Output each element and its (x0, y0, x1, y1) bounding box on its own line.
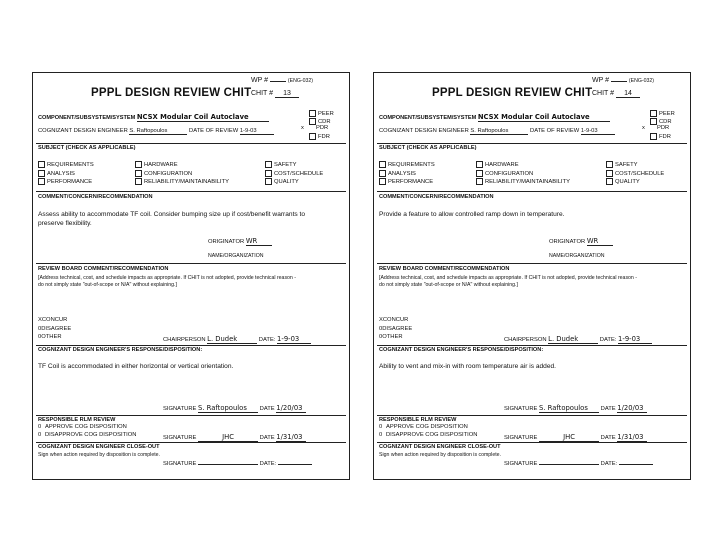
rlm-signature-field: SIGNATURE JHC DATE 1/31/03 (504, 433, 647, 442)
chit-title: PPPL DESIGN REVIEW CHIT (432, 87, 593, 99)
chit-number: CHIT # 14 (592, 90, 640, 98)
comment-line-1: Assess ability to accommodate TF coil. Consider bumping size up if cost/benefit warrants to (38, 211, 306, 218)
subject-header: SUBJECT (CHECK AS APPLICABLE) (38, 145, 136, 151)
design-review-chit-13 (32, 72, 350, 480)
subject-analysis[interactable]: ANALYSIS (38, 170, 75, 177)
review-type-fdr[interactable]: FDR (642, 133, 671, 140)
name-organization-label: NAME/ORGANIZATION (549, 253, 605, 259)
subject-reliability-maintainability[interactable]: RELIABILITY/MAINTAINABILITY (135, 178, 229, 185)
subject-cost-schedule[interactable]: COST/SCHEDULE (606, 170, 664, 177)
rlm-option-disapprove[interactable]: 0 DISAPPROVE COG DISPOSITION (379, 431, 478, 438)
subject-quality[interactable]: QUALITY (606, 178, 640, 185)
review-board-other[interactable]: 0OTHER (38, 334, 62, 340)
review-type-cdr[interactable]: CDR (301, 118, 331, 125)
chairperson-field: CHAIRPERSON L. Dudek DATE: 1-9-03 (163, 335, 311, 344)
closeout-header: COGNIZANT DESIGN ENGINEER CLOSE-OUT (379, 444, 501, 450)
subject-safety[interactable]: SAFETY (265, 161, 297, 168)
rlm-option-disapprove[interactable]: 0 DISAPPROVE COG DISPOSITION (38, 431, 137, 438)
closeout-signature-field: SIGNATURE DATE: (163, 461, 312, 467)
signature-field: SIGNATURE S. Raftopoulos DATE 1/20/03 (504, 404, 647, 413)
response-header: COGNIZANT DESIGN ENGINEER'S RESPONSE/DISPOSITION: (379, 347, 544, 353)
review-type-peer[interactable]: PEER (301, 110, 334, 117)
review-type-fdr[interactable]: FDR (301, 133, 330, 140)
subject-configuration[interactable]: CONFIGURATION (135, 170, 192, 177)
rlm-signature-field: SIGNATURE JHC DATE 1/31/03 (163, 433, 306, 442)
review-board-header: REVIEW BOARD COMMENT/RECOMMENDATION (379, 266, 510, 272)
review-board-note-2: do not simply state "out-of-scope or N/A" without explaining.] (379, 282, 518, 288)
review-board-disagree[interactable]: 0DISAGREE (38, 325, 72, 332)
subject-hardware[interactable]: HARDWARE (135, 161, 178, 168)
subject-header: SUBJECT (CHECK AS APPLICABLE) (379, 145, 477, 151)
chairperson-field: CHAIRPERSON L. Dudek DATE: 1-9-03 (504, 335, 652, 344)
signature-field: SIGNATURE S. Raftopoulos DATE 1/20/03 (163, 404, 306, 413)
subject-requirements[interactable]: REQUIREMENTS (38, 161, 94, 168)
comment-line-2: preserve flexibility. (38, 220, 92, 227)
subject-performance[interactable]: PERFORMANCE (38, 178, 92, 185)
review-type-pdr[interactable]: x PDR (301, 125, 329, 132)
closeout-note: Sign when action required by disposition is complete. (379, 452, 501, 458)
name-organization-label: NAME/ORGANIZATION (208, 253, 264, 259)
originator-field: ORIGINATOR WR (549, 237, 613, 246)
rlm-option-approve[interactable]: 0 APPROVE COG DISPOSITION (379, 424, 468, 430)
review-board-note-2: do not simply state "out-of-scope or N/A" without explaining.] (38, 282, 177, 288)
review-board-concur[interactable]: XCONCUR (38, 317, 68, 323)
closeout-header: COGNIZANT DESIGN ENGINEER CLOSE-OUT (38, 444, 160, 450)
subject-hardware[interactable]: HARDWARE (476, 161, 519, 168)
chit-number: CHIT # 13 (251, 90, 299, 98)
component-field: COMPONENT/SUBSYSTEM/SYSTEM NCSX Modular Coil Autoclave (38, 113, 269, 122)
wp-number: WP # (ENG-032) (592, 77, 654, 84)
subject-reliability-maintainability[interactable]: RELIABILITY/MAINTAINABILITY (476, 178, 570, 185)
comment-header: COMMENT/CONCERN/RECOMMENDATION (38, 194, 153, 200)
subject-quality[interactable]: QUALITY (265, 178, 299, 185)
comment-header: COMMENT/CONCERN/RECOMMENDATION (379, 194, 494, 200)
response-text: Ability to vent and mix-in with room temperature air is added. (379, 363, 557, 370)
comment-line-1: Provide a feature to allow controlled ramp down in temperature. (379, 211, 565, 218)
review-type-peer[interactable]: PEER (642, 110, 675, 117)
review-board-concur[interactable]: XCONCUR (379, 317, 409, 323)
subject-cost-schedule[interactable]: COST/SCHEDULE (265, 170, 323, 177)
component-field: COMPONENT/SUBSYSTEM/SYSTEM NCSX Modular Coil Autoclave (379, 113, 610, 122)
originator-field: ORIGINATOR WR (208, 237, 272, 246)
subject-requirements[interactable]: REQUIREMENTS (379, 161, 435, 168)
response-text: TF Coil is accommodated in either horizontal or vertical orientation. (38, 363, 234, 370)
subject-analysis[interactable]: ANALYSIS (379, 170, 416, 177)
engineer-field: COGNIZANT DESIGN ENGINEER S. Raftopoulos DATE OF REVIEW 1-9-03 (379, 128, 615, 135)
rlm-header: RESPONSIBLE RLM REVIEW (379, 417, 457, 423)
subject-safety[interactable]: SAFETY (606, 161, 638, 168)
subject-performance[interactable]: PERFORMANCE (379, 178, 433, 185)
rlm-option-approve[interactable]: 0 APPROVE COG DISPOSITION (38, 424, 127, 430)
closeout-note: Sign when action required by disposition is complete. (38, 452, 160, 458)
review-board-disagree[interactable]: 0DISAGREE (379, 325, 413, 332)
rlm-header: RESPONSIBLE RLM REVIEW (38, 417, 116, 423)
review-board-header: REVIEW BOARD COMMENT/RECOMMENDATION (38, 266, 169, 272)
engineer-field: COGNIZANT DESIGN ENGINEER S. Raftopoulos DATE OF REVIEW 1-9-03 (38, 128, 274, 135)
subject-configuration[interactable]: CONFIGURATION (476, 170, 533, 177)
review-board-note-1: [Address technical, cost, and schedule impacts as appropriate. If CHIT is not adopted, provide technical reason - (379, 275, 637, 281)
review-type-cdr[interactable]: CDR (642, 118, 672, 125)
response-header: COGNIZANT DESIGN ENGINEER'S RESPONSE/DISPOSITION: (38, 347, 203, 353)
review-type-pdr[interactable]: x PDR (642, 125, 670, 132)
review-board-note-1: [Address technical, cost, and schedule impacts as appropriate. If CHIT is not adopted, provide technical reason - (38, 275, 296, 281)
design-review-chit-14 (373, 72, 691, 480)
chit-title: PPPL DESIGN REVIEW CHIT (91, 87, 252, 99)
closeout-signature-field: SIGNATURE DATE: (504, 461, 653, 467)
wp-number: WP # (ENG-032) (251, 77, 313, 84)
review-board-other[interactable]: 0OTHER (379, 334, 403, 340)
